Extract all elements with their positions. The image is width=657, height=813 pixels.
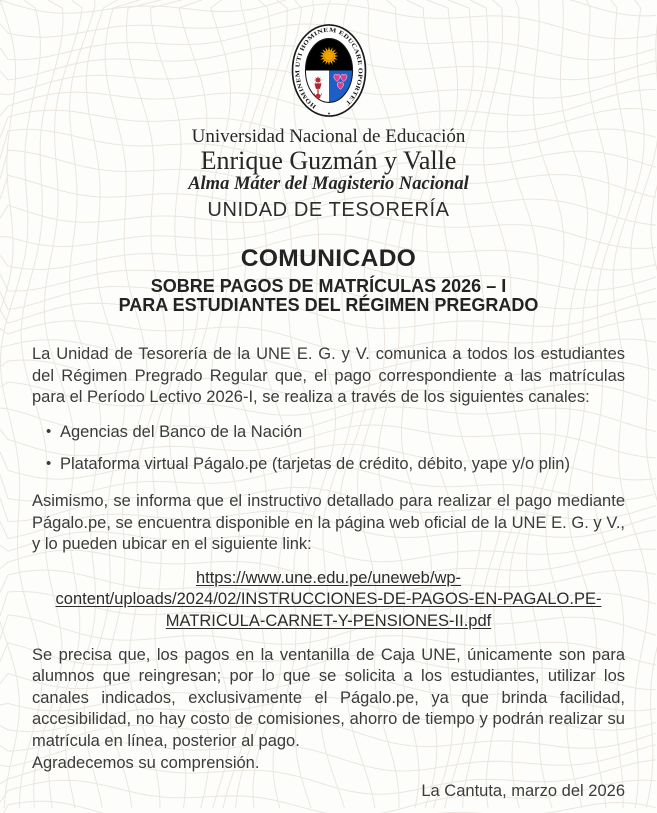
university-patron-name: Enrique Guzmán y Valle [200, 146, 457, 175]
link-line: https://www.une.edu.pe/uneweb/wp- [195, 568, 462, 587]
seal-bottom-ornament [328, 113, 330, 115]
link-line: MATRICULA-CARNET-Y-PENSIONES-II.pdf [165, 611, 492, 630]
instructions-pdf-link[interactable] [32, 568, 625, 633]
instructions-paragraph: Asimismo, se informa que el instructivo detallado para realizar el pago mediante Págalo.pe, se encuentra disponible en la página web oficial de la UNE E. G. y V., y lo pueden ubicar en el siguiente link: [32, 491, 625, 554]
clarification-paragraph: Se precisa que, los pagos en la ventanilla de Caja UNE, únicamente son para alumnos que reingresan; por lo que se solicita a los estudiantes, utilizar los canales indicados, exclusivamente el Págalo.pe, ya que brinda facilidad, accesibilidad, no hay costo de comisiones, ahorro de tiempo y podrán realizar su matrícula en línea, posterior al pago. [32, 645, 625, 750]
document-subtitle [32, 277, 625, 314]
instructions-link-block [32, 568, 625, 633]
document-body [32, 344, 625, 803]
sun-core-icon [324, 52, 333, 61]
university-seal [32, 22, 625, 119]
list-item: • Agencias del Banco de la Nación [46, 422, 625, 444]
intro-paragraph: La Unidad de Tesorería de la UNE E. G. y V. comunica a todos los estudiantes del Régimen Pregrado Regular que, el pago correspondiente a las matrículas para el Período Lectivo 2026-I, se realiza a través de los siguientes canales: [32, 345, 625, 407]
list-item: • Plataforma virtual Págalo.pe (tarjetas de crédito, débito, yape y/o plin) [46, 454, 625, 476]
alma-mater-line: Alma Máter del Magisterio Nacional [188, 174, 469, 194]
subtitle-line-1: SOBRE PAGOS DE MATRÍCULAS 2026 – I [150, 276, 507, 296]
university-seal-logo [291, 22, 367, 119]
document-title: COMUNICADO [240, 245, 417, 272]
university-name-line: Universidad Nacional de Educación [191, 126, 466, 147]
closing-line: Agradecemos su comprensión. [32, 753, 260, 772]
seal-motto-text: HOMINEM UTI HOMINEM EDUCARE OPORTET [294, 27, 363, 110]
link-line: content/uploads/2024/02/INSTRUCCIONES-DE-PAGOS-EN-PAGALO.PE- [55, 590, 602, 609]
dateline: La Cantuta, marzo del 2026 [421, 782, 625, 801]
office-name: UNIDAD DE TESORERÍA [207, 199, 450, 221]
payment-channels-list [32, 422, 625, 476]
subtitle-line-2: PARA ESTUDIANTES DEL RÉGIMEN PREGRADO [118, 294, 539, 315]
